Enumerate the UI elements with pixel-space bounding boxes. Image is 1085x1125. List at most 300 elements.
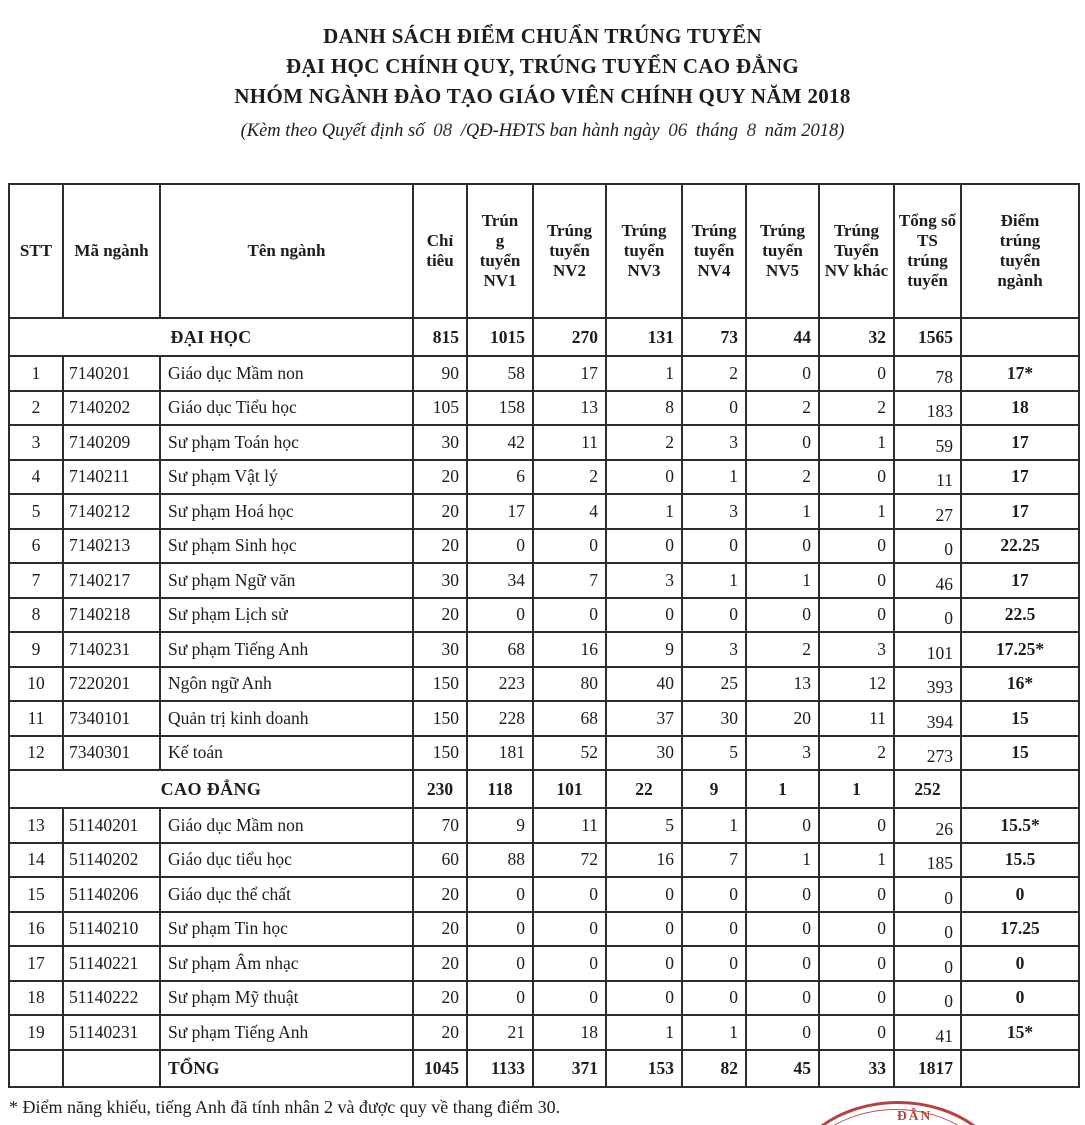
- cell-value: 223: [467, 667, 533, 702]
- cell-value: 0: [533, 946, 606, 981]
- cell-value: 1817: [894, 1050, 961, 1087]
- cell-major-name: Sư phạm Âm nhạc: [160, 946, 413, 981]
- cell-admission-score: [961, 770, 1079, 808]
- table-header-row: [9, 184, 1079, 318]
- cell-stt: 13: [9, 808, 63, 843]
- section-label: ĐẠI HỌC: [9, 318, 413, 356]
- cell-value: 183: [894, 391, 961, 426]
- cell-value: 228: [467, 701, 533, 736]
- cell-value: 158: [467, 391, 533, 426]
- cell-value: 0: [606, 981, 682, 1016]
- cell-value: 0: [682, 391, 746, 426]
- cell-value: 1: [746, 843, 819, 878]
- cell-value: 0: [606, 877, 682, 912]
- cell-value: 21: [467, 1015, 533, 1050]
- cell-stt: 10: [9, 667, 63, 702]
- cell-admission-score: 16*: [961, 667, 1079, 702]
- cell-value: 30: [413, 425, 467, 460]
- cell-value: 3: [606, 563, 682, 598]
- cell-value: 22: [606, 770, 682, 808]
- cell-value: 0: [606, 598, 682, 633]
- table-row: [9, 808, 1079, 843]
- cell-value: 0: [606, 529, 682, 564]
- table-row: [9, 843, 1079, 878]
- cell-value: 16: [606, 843, 682, 878]
- cell-value: 270: [533, 318, 606, 356]
- cell-major-code: 7140211: [63, 460, 160, 495]
- cell-major-code: 7140202: [63, 391, 160, 426]
- cell-value: 0: [467, 529, 533, 564]
- cell-value: 1565: [894, 318, 961, 356]
- cell-value: 1: [746, 770, 819, 808]
- cell-major-code: 51140221: [63, 946, 160, 981]
- empty-cell: [63, 1050, 160, 1087]
- cell-admission-score: 15: [961, 701, 1079, 736]
- table-row: [9, 391, 1079, 426]
- cell-value: 101: [533, 770, 606, 808]
- col-header-8: Trúng tuyển NV4: [682, 184, 746, 318]
- footnote: * Điểm năng khiếu, tiếng Anh đã tính nhân 2 và được quy về thang điểm 30.: [9, 1097, 561, 1117]
- cell-value: 9: [606, 632, 682, 667]
- cell-major-code: 7340101: [63, 701, 160, 736]
- cell-value: 1045: [413, 1050, 467, 1087]
- cell-major-code: 7220201: [63, 667, 160, 702]
- cell-value: 20: [413, 494, 467, 529]
- cell-stt: 16: [9, 912, 63, 947]
- cell-major-name: Giáo dục thể chất: [160, 877, 413, 912]
- cell-value: 44: [746, 318, 819, 356]
- cell-value: 0: [533, 981, 606, 1016]
- cell-stt: 12: [9, 736, 63, 771]
- cell-value: 11: [533, 425, 606, 460]
- cell-value: 0: [819, 912, 894, 947]
- cell-value: 101: [894, 632, 961, 667]
- cell-major-name: Quản trị kinh doanh: [160, 701, 413, 736]
- cell-value: 0: [746, 808, 819, 843]
- cell-value: 32: [819, 318, 894, 356]
- table-row: [9, 736, 1079, 771]
- cell-value: 70: [413, 808, 467, 843]
- cell-value: 20: [413, 529, 467, 564]
- cell-value: 20: [413, 912, 467, 947]
- cell-value: 252: [894, 770, 961, 808]
- cell-value: 0: [746, 598, 819, 633]
- cell-value: 68: [467, 632, 533, 667]
- col-header-6: Trúng tuyển NV2: [533, 184, 606, 318]
- cell-major-name: Kế toán: [160, 736, 413, 771]
- cell-admission-score: [961, 1050, 1079, 1087]
- cell-major-code: 7140212: [63, 494, 160, 529]
- cell-value: 0: [894, 912, 961, 947]
- cell-value: 12: [819, 667, 894, 702]
- cell-value: 0: [533, 877, 606, 912]
- cell-value: 5: [682, 736, 746, 771]
- cell-major-code: 7340301: [63, 736, 160, 771]
- cell-major-name: Ngôn ngữ Anh: [160, 667, 413, 702]
- cell-value: 17: [533, 356, 606, 391]
- table-row: [9, 425, 1079, 460]
- cell-value: 815: [413, 318, 467, 356]
- cell-admission-score: 17.25: [961, 912, 1079, 947]
- cell-value: 1: [682, 1015, 746, 1050]
- cell-value: 90: [413, 356, 467, 391]
- cell-major-name: Sư phạm Toán học: [160, 425, 413, 460]
- cell-value: 150: [413, 667, 467, 702]
- cell-stt: 18: [9, 981, 63, 1016]
- cell-value: 13: [533, 391, 606, 426]
- cell-value: 4: [533, 494, 606, 529]
- col-header-9: Trúng tuyển NV5: [746, 184, 819, 318]
- cell-value: 27: [894, 494, 961, 529]
- col-header-1: STT: [9, 184, 63, 318]
- cell-major-code: 51140202: [63, 843, 160, 878]
- cell-value: 40: [606, 667, 682, 702]
- cell-value: 11: [533, 808, 606, 843]
- cell-value: 131: [606, 318, 682, 356]
- cell-value: 42: [467, 425, 533, 460]
- col-header-12: Điểm trúng tuyển ngành: [961, 184, 1079, 318]
- cell-admission-score: 22.25: [961, 529, 1079, 564]
- cell-value: 34: [467, 563, 533, 598]
- table-row: [9, 598, 1079, 633]
- cell-value: 7: [533, 563, 606, 598]
- cell-value: 0: [682, 529, 746, 564]
- cell-value: 153: [606, 1050, 682, 1087]
- cell-value: 1: [682, 808, 746, 843]
- cell-value: 0: [819, 808, 894, 843]
- cell-stt: 5: [9, 494, 63, 529]
- cell-value: 394: [894, 701, 961, 736]
- cell-value: 30: [682, 701, 746, 736]
- total-row: [9, 1050, 1079, 1087]
- col-header-5: Trúng tuyển NV1: [467, 184, 533, 318]
- cell-value: 1: [819, 843, 894, 878]
- table-row: [9, 701, 1079, 736]
- cell-value: 0: [746, 912, 819, 947]
- cell-value: 118: [467, 770, 533, 808]
- cell-value: 37: [606, 701, 682, 736]
- cell-value: 0: [467, 877, 533, 912]
- cell-major-name: Sư phạm Hoá học: [160, 494, 413, 529]
- cell-value: 17: [467, 494, 533, 529]
- cell-value: 6: [467, 460, 533, 495]
- cell-value: 273: [894, 736, 961, 771]
- document-title-line-1: DANH SÁCH ĐIỂM CHUẨN TRÚNG TUYỂN: [323, 24, 762, 48]
- cell-value: 0: [819, 598, 894, 633]
- table-row: [9, 529, 1079, 564]
- cell-value: 2: [819, 391, 894, 426]
- cell-value: 1: [746, 563, 819, 598]
- cell-stt: 14: [9, 843, 63, 878]
- cell-value: 0: [533, 912, 606, 947]
- cell-stt: 6: [9, 529, 63, 564]
- cell-value: 393: [894, 667, 961, 702]
- handwritten-month: 8: [746, 120, 757, 141]
- cell-value: 1: [819, 494, 894, 529]
- subtitle-suffix: năm 2018): [764, 121, 845, 141]
- table-row: [9, 356, 1079, 391]
- cell-value: 0: [894, 981, 961, 1016]
- cell-value: 181: [467, 736, 533, 771]
- cell-value: 45: [746, 1050, 819, 1087]
- cell-value: 0: [894, 598, 961, 633]
- subtitle-prefix: (Kèm theo Quyết định số: [240, 121, 425, 141]
- cell-value: 9: [682, 770, 746, 808]
- cell-value: 150: [413, 701, 467, 736]
- cell-admission-score: 15.5: [961, 843, 1079, 878]
- cell-value: 1133: [467, 1050, 533, 1087]
- cell-value: 1: [606, 356, 682, 391]
- cell-admission-score: 17.25*: [961, 632, 1079, 667]
- cell-value: 8: [606, 391, 682, 426]
- cell-value: 16: [533, 632, 606, 667]
- cell-stt: 8: [9, 598, 63, 633]
- cell-major-code: 7140231: [63, 632, 160, 667]
- cell-value: 3: [746, 736, 819, 771]
- cell-value: 0: [467, 598, 533, 633]
- cell-major-name: Sư phạm Ngữ văn: [160, 563, 413, 598]
- cell-value: 52: [533, 736, 606, 771]
- cell-value: 2: [533, 460, 606, 495]
- cell-admission-score: 18: [961, 391, 1079, 426]
- cell-value: 1: [606, 1015, 682, 1050]
- col-header-4: Chỉ tiêu: [413, 184, 467, 318]
- cell-value: 11: [894, 460, 961, 495]
- cell-value: 11: [819, 701, 894, 736]
- cell-value: 0: [746, 981, 819, 1016]
- cell-value: 2: [746, 460, 819, 495]
- table-row: [9, 667, 1079, 702]
- handwritten-day: 06: [668, 120, 688, 141]
- cell-major-name: Giáo dục tiểu học: [160, 843, 413, 878]
- section-row: [9, 318, 1079, 356]
- cell-value: 0: [746, 1015, 819, 1050]
- cell-major-code: 51140222: [63, 981, 160, 1016]
- cell-value: 0: [467, 912, 533, 947]
- cell-admission-score: 15.5*: [961, 808, 1079, 843]
- cell-value: 0: [606, 460, 682, 495]
- table-row: [9, 877, 1079, 912]
- cell-value: 0: [682, 598, 746, 633]
- cell-major-code: 51140210: [63, 912, 160, 947]
- cell-value: 0: [894, 877, 961, 912]
- total-label: TỔNG: [160, 1050, 413, 1087]
- cell-value: 0: [746, 877, 819, 912]
- cell-major-code: 51140206: [63, 877, 160, 912]
- cell-major-name: Sư phạm Mỹ thuật: [160, 981, 413, 1016]
- cell-value: 0: [467, 981, 533, 1016]
- cell-major-name: Sư phạm Tiếng Anh: [160, 1015, 413, 1050]
- cell-value: 1: [682, 563, 746, 598]
- cell-value: 20: [413, 598, 467, 633]
- cell-value: 371: [533, 1050, 606, 1087]
- cell-value: 5: [606, 808, 682, 843]
- col-header-3: Tên ngành: [160, 184, 413, 318]
- subtitle-month-label: tháng: [695, 121, 739, 141]
- cell-stt: 4: [9, 460, 63, 495]
- cell-value: 0: [467, 946, 533, 981]
- cell-stt: 11: [9, 701, 63, 736]
- cell-stt: 15: [9, 877, 63, 912]
- cell-value: 46: [894, 563, 961, 598]
- cell-stt: 19: [9, 1015, 63, 1050]
- cell-admission-score: 0: [961, 981, 1079, 1016]
- cell-value: 2: [819, 736, 894, 771]
- col-header-2: Mã ngành: [63, 184, 160, 318]
- cell-value: 7: [682, 843, 746, 878]
- cell-stt: 1: [9, 356, 63, 391]
- cell-value: 0: [682, 981, 746, 1016]
- cell-stt: 9: [9, 632, 63, 667]
- cell-value: 0: [746, 356, 819, 391]
- handwritten-decision-number: 08: [433, 120, 453, 141]
- cell-admission-score: 17: [961, 460, 1079, 495]
- col-header-10: Trúng Tuyển NV khác: [819, 184, 894, 318]
- cell-admission-score: 0: [961, 946, 1079, 981]
- cell-value: 0: [682, 912, 746, 947]
- table-row: [9, 1015, 1079, 1050]
- cell-value: 2: [682, 356, 746, 391]
- section-row: [9, 770, 1079, 808]
- cell-admission-score: 17*: [961, 356, 1079, 391]
- cell-value: 82: [682, 1050, 746, 1087]
- cell-value: 2: [606, 425, 682, 460]
- document-title-line-2: ĐẠI HỌC CHÍNH QUY, TRÚNG TUYỂN CAO ĐẲNG: [285, 54, 800, 78]
- cell-value: 9: [467, 808, 533, 843]
- cell-value: 73: [682, 318, 746, 356]
- cell-admission-score: 22.5: [961, 598, 1079, 633]
- cell-value: 80: [533, 667, 606, 702]
- cell-value: 30: [413, 632, 467, 667]
- cell-admission-score: 17: [961, 494, 1079, 529]
- cell-value: 0: [819, 981, 894, 1016]
- cell-value: 0: [682, 877, 746, 912]
- cell-value: 1: [606, 494, 682, 529]
- table-row: [9, 563, 1079, 598]
- cell-value: 13: [746, 667, 819, 702]
- cell-admission-score: 17: [961, 425, 1079, 460]
- cell-value: 0: [819, 356, 894, 391]
- cell-admission-score: 17: [961, 563, 1079, 598]
- cell-major-name: Sư phạm Tiếng Anh: [160, 632, 413, 667]
- cell-value: 2: [746, 391, 819, 426]
- document-title-line-3: NHÓM NGÀNH ĐÀO TẠO GIÁO VIÊN CHÍNH QUY NĂM 2018: [234, 84, 851, 108]
- cell-value: 1: [746, 494, 819, 529]
- empty-cell: [9, 1050, 63, 1087]
- cell-major-name: Giáo dục Mầm non: [160, 808, 413, 843]
- cell-value: 0: [606, 912, 682, 947]
- cell-value: 20: [413, 946, 467, 981]
- cell-value: 88: [467, 843, 533, 878]
- cell-admission-score: 0: [961, 877, 1079, 912]
- cell-major-name: Giáo dục Mầm non: [160, 356, 413, 391]
- cell-value: 0: [894, 946, 961, 981]
- cell-stt: 17: [9, 946, 63, 981]
- table-row: [9, 494, 1079, 529]
- table-row: [9, 981, 1079, 1016]
- cell-value: 3: [682, 632, 746, 667]
- cell-value: 68: [533, 701, 606, 736]
- cell-stt: 7: [9, 563, 63, 598]
- cell-value: 20: [413, 981, 467, 1016]
- cell-value: 26: [894, 808, 961, 843]
- table-row: [9, 460, 1079, 495]
- cell-value: 33: [819, 1050, 894, 1087]
- cell-value: 0: [746, 529, 819, 564]
- cell-value: 20: [413, 460, 467, 495]
- cell-major-code: 7140209: [63, 425, 160, 460]
- cell-value: 20: [413, 877, 467, 912]
- table-row: [9, 946, 1079, 981]
- cell-value: 3: [819, 632, 894, 667]
- cell-value: 1015: [467, 318, 533, 356]
- cell-value: 30: [413, 563, 467, 598]
- cell-major-name: Sư phạm Lịch sử: [160, 598, 413, 633]
- cell-value: 20: [746, 701, 819, 736]
- cell-value: 0: [606, 946, 682, 981]
- cell-value: 41: [894, 1015, 961, 1050]
- cell-value: 0: [746, 425, 819, 460]
- cell-major-name: Giáo dục Tiểu học: [160, 391, 413, 426]
- cell-value: 58: [467, 356, 533, 391]
- admission-scores-table: [8, 183, 1080, 1088]
- table-row: [9, 632, 1079, 667]
- cell-value: 230: [413, 770, 467, 808]
- cell-major-code: 7140213: [63, 529, 160, 564]
- title-block: [0, 0, 1085, 142]
- stamp-partial-text: ĐÂN: [897, 1108, 933, 1123]
- cell-value: 20: [413, 1015, 467, 1050]
- cell-major-name: Sư phạm Vật lý: [160, 460, 413, 495]
- cell-major-code: 51140231: [63, 1015, 160, 1050]
- cell-value: 0: [894, 529, 961, 564]
- cell-value: 0: [533, 598, 606, 633]
- cell-value: 0: [746, 946, 819, 981]
- cell-value: 25: [682, 667, 746, 702]
- cell-admission-score: [961, 318, 1079, 356]
- cell-value: 150: [413, 736, 467, 771]
- cell-major-name: Sư phạm Sinh học: [160, 529, 413, 564]
- cell-value: 0: [819, 946, 894, 981]
- cell-value: 30: [606, 736, 682, 771]
- cell-value: 2: [746, 632, 819, 667]
- decision-reference-line: [0, 120, 1085, 142]
- cell-value: 0: [682, 946, 746, 981]
- cell-admission-score: 15: [961, 736, 1079, 771]
- col-header-11: Tổng số TS trúng tuyển: [894, 184, 961, 318]
- cell-admission-score: 15*: [961, 1015, 1079, 1050]
- cell-major-code: 7140217: [63, 563, 160, 598]
- col-header-7: Trúng tuyển NV3: [606, 184, 682, 318]
- cell-value: 3: [682, 425, 746, 460]
- subtitle-middle: /QĐ-HĐTS ban hành ngày: [460, 121, 660, 141]
- cell-value: 78: [894, 356, 961, 391]
- section-label: CAO ĐẲNG: [9, 770, 413, 808]
- cell-major-code: 7140218: [63, 598, 160, 633]
- cell-value: 72: [533, 843, 606, 878]
- cell-value: 60: [413, 843, 467, 878]
- cell-value: 0: [819, 1015, 894, 1050]
- cell-major-code: 7140201: [63, 356, 160, 391]
- cell-value: 1: [819, 425, 894, 460]
- cell-value: 0: [819, 563, 894, 598]
- cell-value: 1: [682, 460, 746, 495]
- cell-stt: 3: [9, 425, 63, 460]
- cell-value: 18: [533, 1015, 606, 1050]
- cell-value: 59: [894, 425, 961, 460]
- cell-major-name: Sư phạm Tin học: [160, 912, 413, 947]
- cell-value: 0: [819, 460, 894, 495]
